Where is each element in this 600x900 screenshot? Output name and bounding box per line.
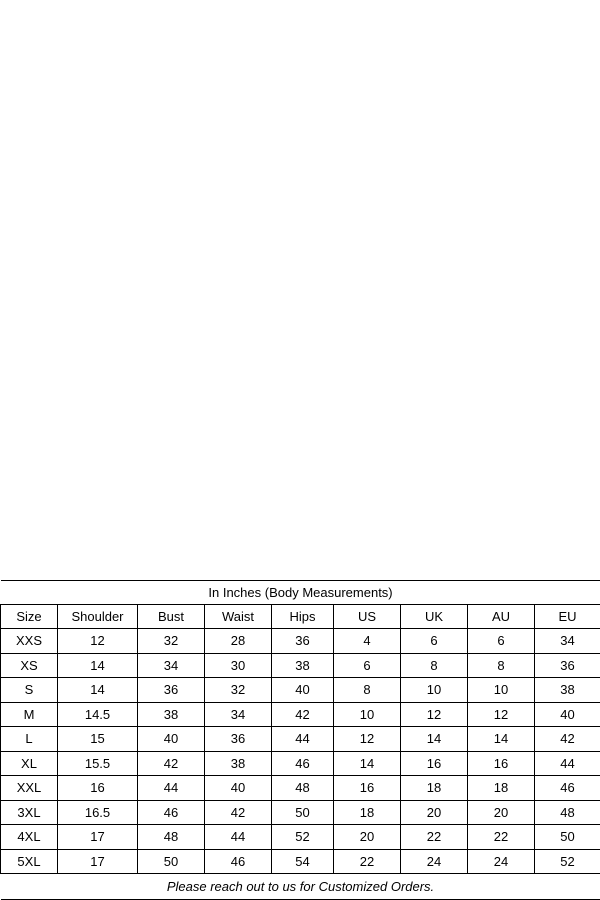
measurement-cell: 42 bbox=[535, 727, 600, 752]
table-title: In Inches (Body Measurements) bbox=[1, 580, 600, 604]
measurement-cell: 46 bbox=[272, 751, 334, 776]
measurement-cell: 50 bbox=[535, 825, 600, 850]
measurement-cell: 42 bbox=[138, 751, 205, 776]
column-header: US bbox=[334, 604, 401, 629]
table-row bbox=[1, 727, 600, 752]
measurement-cell: 15.5 bbox=[58, 751, 138, 776]
measurement-cell: 6 bbox=[401, 629, 468, 654]
measurement-cell: 22 bbox=[401, 825, 468, 850]
measurement-cell: 42 bbox=[272, 702, 334, 727]
table-row bbox=[1, 751, 600, 776]
table-row bbox=[1, 702, 600, 727]
measurement-cell: 6 bbox=[468, 629, 535, 654]
size-label-cell: XL bbox=[1, 751, 58, 776]
measurement-cell: 44 bbox=[535, 751, 600, 776]
size-label-cell: XXL bbox=[1, 776, 58, 801]
column-header: Waist bbox=[205, 604, 272, 629]
measurement-cell: 10 bbox=[468, 678, 535, 703]
measurement-cell: 46 bbox=[535, 776, 600, 801]
measurement-cell: 16 bbox=[58, 776, 138, 801]
measurement-cell: 40 bbox=[205, 776, 272, 801]
measurement-cell: 36 bbox=[138, 678, 205, 703]
measurement-cell: 48 bbox=[272, 776, 334, 801]
column-header: Shoulder bbox=[58, 604, 138, 629]
measurement-cell: 38 bbox=[535, 678, 600, 703]
size-label-cell: L bbox=[1, 727, 58, 752]
measurement-cell: 14 bbox=[58, 653, 138, 678]
column-header: Size bbox=[1, 604, 58, 629]
measurement-cell: 32 bbox=[138, 629, 205, 654]
size-label-cell: S bbox=[1, 678, 58, 703]
measurement-cell: 10 bbox=[334, 702, 401, 727]
measurement-cell: 24 bbox=[468, 849, 535, 874]
measurement-cell: 8 bbox=[468, 653, 535, 678]
table-row bbox=[1, 800, 600, 825]
measurement-cell: 16 bbox=[468, 751, 535, 776]
measurement-cell: 14 bbox=[468, 727, 535, 752]
measurement-cell: 4 bbox=[334, 629, 401, 654]
table-row bbox=[1, 678, 600, 703]
measurement-cell: 16 bbox=[334, 776, 401, 801]
measurement-cell: 46 bbox=[138, 800, 205, 825]
measurement-cell: 44 bbox=[205, 825, 272, 850]
measurement-cell: 12 bbox=[468, 702, 535, 727]
measurement-cell: 18 bbox=[401, 776, 468, 801]
measurement-cell: 28 bbox=[205, 629, 272, 654]
table-row bbox=[1, 776, 600, 801]
measurement-cell: 44 bbox=[272, 727, 334, 752]
measurement-cell: 20 bbox=[468, 800, 535, 825]
measurement-cell: 44 bbox=[138, 776, 205, 801]
measurement-cell: 36 bbox=[205, 727, 272, 752]
column-header: AU bbox=[468, 604, 535, 629]
measurement-cell: 18 bbox=[334, 800, 401, 825]
size-label-cell: 4XL bbox=[1, 825, 58, 850]
measurement-cell: 18 bbox=[468, 776, 535, 801]
measurement-cell: 14 bbox=[401, 727, 468, 752]
measurement-cell: 40 bbox=[272, 678, 334, 703]
table-footer-row bbox=[1, 874, 600, 900]
table-row bbox=[1, 825, 600, 850]
measurement-cell: 48 bbox=[535, 800, 600, 825]
measurement-cell: 16.5 bbox=[58, 800, 138, 825]
measurement-cell: 10 bbox=[401, 678, 468, 703]
measurement-cell: 50 bbox=[138, 849, 205, 874]
table-row bbox=[1, 849, 600, 874]
measurement-cell: 17 bbox=[58, 849, 138, 874]
measurement-cell: 30 bbox=[205, 653, 272, 678]
measurement-cell: 8 bbox=[334, 678, 401, 703]
table-row bbox=[1, 653, 600, 678]
measurement-cell: 34 bbox=[205, 702, 272, 727]
measurement-cell: 12 bbox=[334, 727, 401, 752]
column-header: Bust bbox=[138, 604, 205, 629]
measurement-cell: 15 bbox=[58, 727, 138, 752]
size-label-cell: M bbox=[1, 702, 58, 727]
measurement-cell: 14.5 bbox=[58, 702, 138, 727]
measurement-cell: 16 bbox=[401, 751, 468, 776]
measurement-cell: 32 bbox=[205, 678, 272, 703]
measurement-cell: 54 bbox=[272, 849, 334, 874]
measurement-cell: 14 bbox=[58, 678, 138, 703]
measurement-cell: 22 bbox=[334, 849, 401, 874]
measurement-cell: 52 bbox=[535, 849, 600, 874]
measurement-cell: 14 bbox=[334, 751, 401, 776]
measurement-cell: 48 bbox=[138, 825, 205, 850]
size-chart-table bbox=[0, 580, 600, 900]
measurement-cell: 12 bbox=[58, 629, 138, 654]
table-header-row bbox=[1, 604, 600, 629]
measurement-cell: 6 bbox=[334, 653, 401, 678]
table-row bbox=[1, 629, 600, 654]
size-label-cell: XS bbox=[1, 653, 58, 678]
measurement-cell: 50 bbox=[272, 800, 334, 825]
measurement-cell: 38 bbox=[272, 653, 334, 678]
measurement-cell: 12 bbox=[401, 702, 468, 727]
measurement-cell: 24 bbox=[401, 849, 468, 874]
measurement-cell: 40 bbox=[535, 702, 600, 727]
measurement-cell: 42 bbox=[205, 800, 272, 825]
measurement-cell: 52 bbox=[272, 825, 334, 850]
customized-orders-note: Please reach out to us for Customized Orders. bbox=[1, 874, 600, 900]
measurement-cell: 34 bbox=[535, 629, 600, 654]
measurement-cell: 20 bbox=[334, 825, 401, 850]
measurement-cell: 46 bbox=[205, 849, 272, 874]
column-header: Hips bbox=[272, 604, 334, 629]
measurement-cell: 8 bbox=[401, 653, 468, 678]
size-label-cell: XXS bbox=[1, 629, 58, 654]
measurement-cell: 36 bbox=[535, 653, 600, 678]
measurement-cell: 38 bbox=[205, 751, 272, 776]
measurement-cell: 40 bbox=[138, 727, 205, 752]
size-chart-container bbox=[0, 580, 600, 900]
measurement-cell: 38 bbox=[138, 702, 205, 727]
measurement-cell: 22 bbox=[468, 825, 535, 850]
measurement-cell: 20 bbox=[401, 800, 468, 825]
column-header: EU bbox=[535, 604, 600, 629]
measurement-cell: 36 bbox=[272, 629, 334, 654]
table-title-row bbox=[1, 580, 600, 604]
measurement-cell: 17 bbox=[58, 825, 138, 850]
size-label-cell: 3XL bbox=[1, 800, 58, 825]
size-label-cell: 5XL bbox=[1, 849, 58, 874]
measurement-cell: 34 bbox=[138, 653, 205, 678]
column-header: UK bbox=[401, 604, 468, 629]
